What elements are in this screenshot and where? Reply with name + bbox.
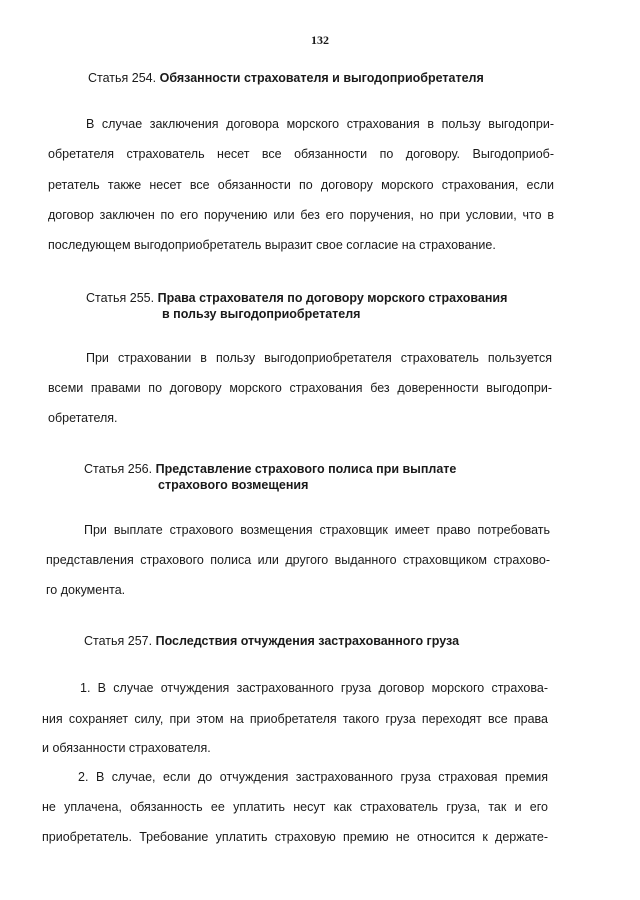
article-title-continued: в пользу выгодоприобретателя: [162, 307, 361, 321]
paragraph-line: приобретатель. Требование уплатить страховую премию не относится к держате-: [42, 830, 548, 844]
article-heading-257: [84, 633, 459, 649]
paragraph-line: последующем выгодоприобретатель выразит свое согласие на страхование.: [48, 238, 496, 252]
article-number: Статья 256.: [84, 462, 153, 476]
paragraph-line: При страховании в пользу выгодоприобретателя страхователь пользуется: [86, 351, 552, 365]
article-number: Статья 255.: [86, 291, 155, 305]
paragraph-line: договор заключен по его поручению или без его поручения, но при условии, что в: [48, 208, 554, 222]
article-number: Статья 254.: [88, 71, 157, 85]
paragraph-line: 2. В случае, если до отчуждения застрахованного груза страховая премия: [78, 770, 548, 784]
article-title-continued: страхового возмещения: [158, 478, 309, 492]
article-heading-255: [86, 290, 507, 322]
paragraph-line: го документа.: [46, 583, 126, 597]
article-number: Статья 257.: [84, 634, 153, 648]
article-heading-256: [84, 461, 456, 493]
paragraph-line: не уплачена, обязанность ее уплатить несут как страхователь груза, так и его: [42, 800, 548, 814]
article-heading-254: [88, 70, 484, 86]
paragraph-line: ретатель также несет все обязанности по договору морского страхования, если: [48, 178, 554, 192]
page-number: 132: [311, 33, 329, 47]
paragraph-line: всеми правами по договору морского страхования без доверенности выгодопри-: [48, 381, 552, 395]
paragraph-line: обретателя.: [48, 411, 118, 425]
paragraph-line: представления страхового полиса или другого выданного страховщиком страхово-: [46, 553, 550, 567]
article-title: Последствия отчуждения застрахованного груза: [155, 634, 460, 648]
article-title: Представление страхового полиса при выплате: [155, 462, 457, 476]
paragraph-line: и обязанности страхователя.: [42, 741, 211, 755]
paragraph-line: ния сохраняет силу, при этом на приобретателя такого груза переходят все права: [42, 712, 548, 726]
article-title: Права страхователя по договору морского страхования: [157, 291, 508, 305]
paragraph-line: обретателя страхователь несет все обязанности по договору. Выгодоприоб-: [48, 147, 554, 161]
paragraph-line: 1. В случае отчуждения застрахованного груза договор морского страхова-: [80, 681, 548, 695]
article-title: Обязанности страхователя и выгодоприобретателя: [159, 71, 484, 85]
paragraph-line: В случае заключения договора морского страхования в пользу выгодопри-: [86, 117, 554, 131]
paragraph-line: При выплате страхового возмещения страховщик имеет право потребовать: [84, 523, 550, 537]
